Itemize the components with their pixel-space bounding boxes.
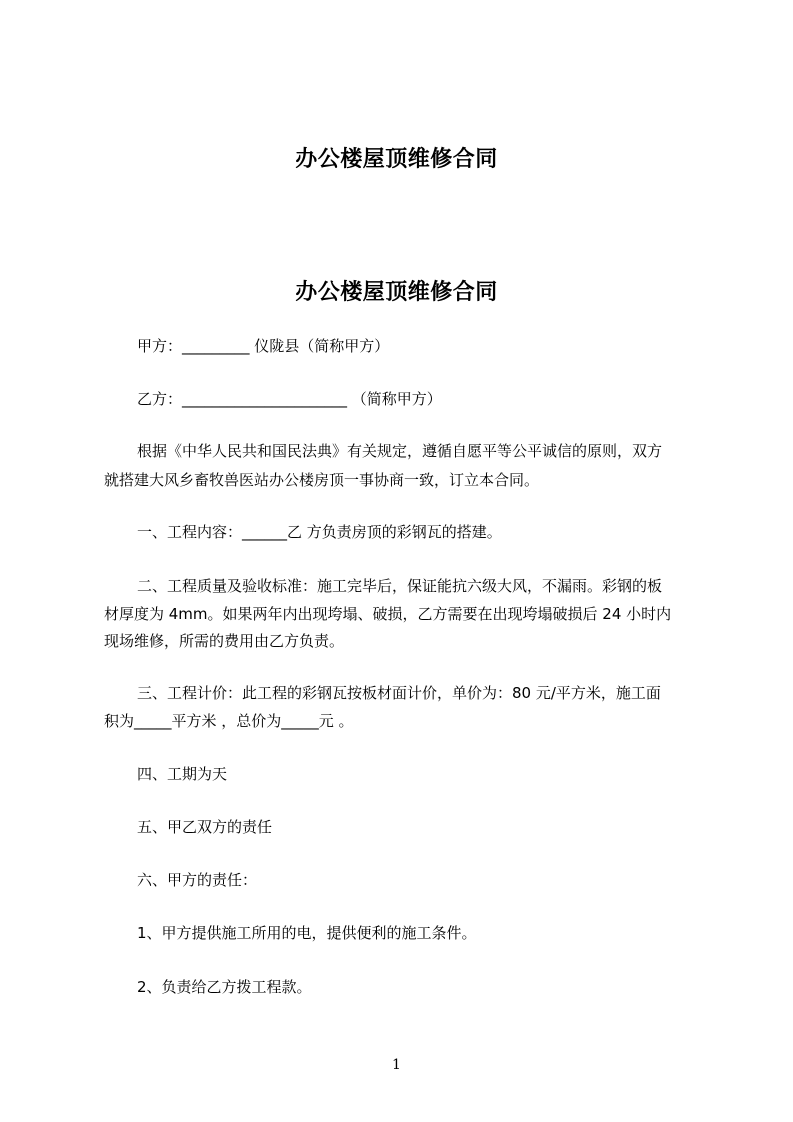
section-3-line-1: 三、工程计价：此工程的彩钢瓦按板材面计价，单价为：80 元/平方米，施工面	[137, 684, 661, 702]
party-a-line: 甲方：_________ 仪陇县（简称甲方）	[137, 337, 390, 355]
preamble-line-2: 就搭建大风乡畜牧兽医站办公楼房顶一事协商一致，订立本合同。	[104, 471, 540, 489]
party-b-line: 乙方：______________________ （简称甲方）	[137, 390, 442, 408]
section-1: 一、工程内容：______乙 方负责房顶的彩钢瓦的搭建。	[137, 523, 502, 541]
section-2-line-2: 材厚度为 4mm。如果两年内出现垮塌、破损，乙方需要在出现垮塌破损后 24 小时内	[104, 605, 672, 623]
header-title: 办公楼屋顶维修合同	[295, 147, 498, 172]
section-2-line-3: 现场维修，所需的费用由乙方负责。	[104, 632, 345, 650]
item-2: 2、负责给乙方拨工程款。	[137, 978, 312, 996]
document-title: 办公楼屋顶维修合同	[295, 280, 498, 305]
section-2-line-1: 二、工程质量及验收标准：施工完毕后，保证能抗六级大风，不漏雨。彩钢的板	[137, 577, 663, 595]
item-1: 1、甲方提供施工所用的电，提供便利的施工条件。	[137, 924, 477, 942]
section-5: 五、甲乙双方的责任	[137, 818, 273, 836]
section-3-line-2: 积为_____平方米 ，总价为_____元 。	[104, 712, 354, 730]
section-4: 四、工期为天	[137, 765, 228, 783]
section-6: 六、甲方的责任：	[137, 871, 258, 889]
page-number: 1	[392, 1057, 401, 1073]
preamble-line-1: 根据《中华人民共和国民法典》有关规定，遵循自愿平等公平诚信的原则，双方	[137, 442, 663, 460]
